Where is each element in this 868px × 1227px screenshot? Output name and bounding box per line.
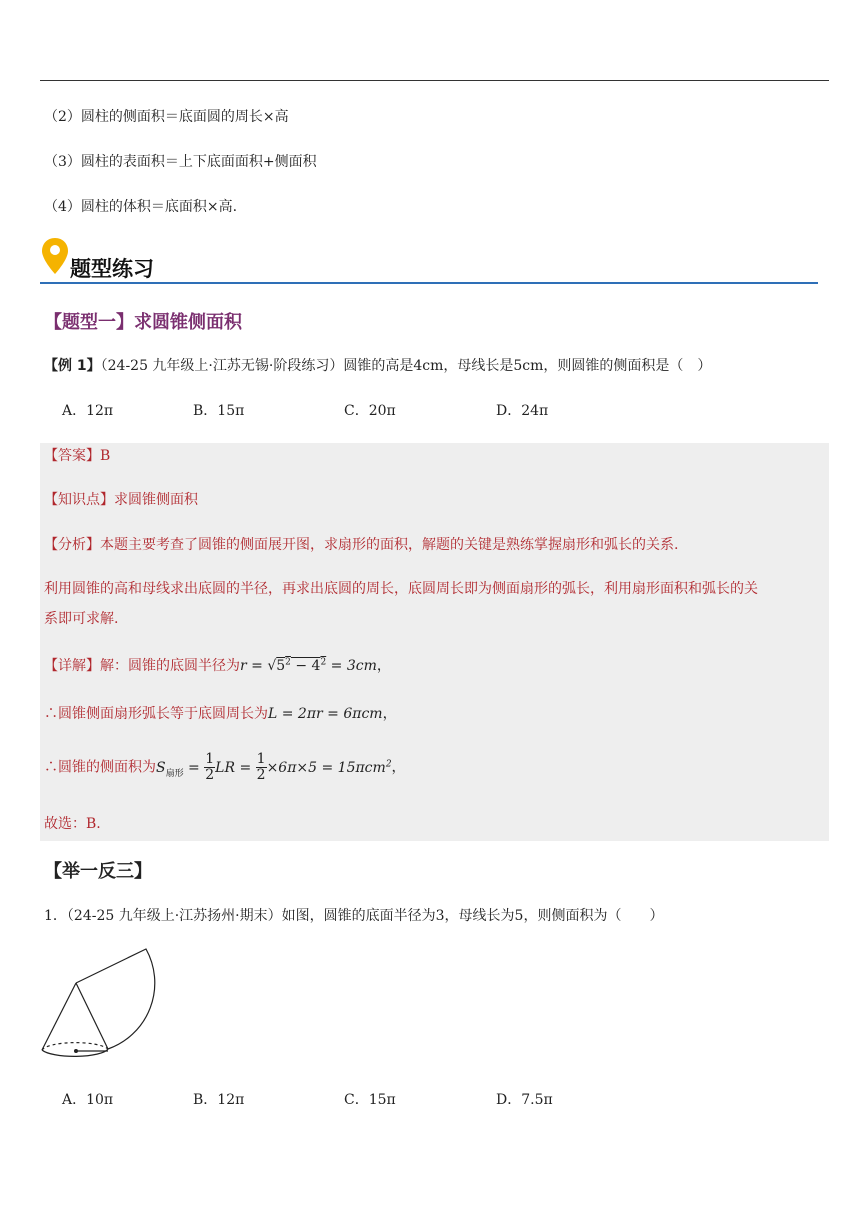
knowledge-label: 【知识点】 xyxy=(44,492,114,508)
knowledge-value: 求圆锥侧面积 xyxy=(114,492,198,508)
q1-option-b: B．12π xyxy=(193,1092,245,1108)
formula-lateral-area: （2）圆柱的侧面积＝底面圆的周长×高 xyxy=(44,109,289,125)
q1-option-a: A．10π xyxy=(62,1092,114,1108)
formula-surface-area: （3）圆柱的表面积＝上下底面面积+侧面积 xyxy=(44,154,317,170)
analysis-text-1: 本题主要考查了圆锥的侧面展开图，求扇形的面积，解题的关键是熟练掌握扇形和弧长的关系. xyxy=(100,537,679,553)
q1-source: （24-25 九年级上·江苏扬州·期末） xyxy=(66,908,282,924)
detail-line-3: ∴圆锥的侧面积为$S_{扇形}$ = $\frac{1}{2}$ LR = $\frac{1}{2}$ ×6π×5 = 15πcm$^2$， xyxy=(44,751,406,783)
analysis-line-2: 利用圆锥的高和母线求出底圆的半径，再求出底圆的周长，底圆周长即为侧面扇形的弧长，利用扇形面积和弧长的关 xyxy=(44,581,758,597)
location-pin-icon xyxy=(40,236,70,276)
arc-formula: L = 2πr = 6πcm xyxy=(268,706,383,722)
example1-tag: 【例 1】 xyxy=(44,358,101,374)
header-rule xyxy=(40,80,829,81)
q1-option-c: C．15π xyxy=(344,1092,396,1108)
answer-value: B xyxy=(100,448,111,464)
formula-volume: （4）圆柱的体积＝底面积×高. xyxy=(44,199,238,215)
analysis-line-3: 系即可求解. xyxy=(44,611,119,627)
analysis-label: 【分析】 xyxy=(44,537,100,553)
area-formula: $S_{扇形}$ = $\frac{1}{2}$ LR = $\frac{1}{2}$ ×6π×5 = 15πcm$^2$ xyxy=(156,751,392,783)
q1-number: 1． xyxy=(44,908,67,924)
answer-label: 【答案】 xyxy=(44,448,100,464)
q1-text: 如图，圆锥的底面半径为3，母线长为5，则侧面积为（ ） xyxy=(281,908,664,924)
detail-text-1: 解：圆锥的底圆半径为 xyxy=(100,658,240,674)
example1-source: （24-25 九年级上·江苏无锡·阶段练习） xyxy=(100,358,344,374)
detail-line-2: ∴圆锥侧面扇形弧长等于底圆周长为L = 2πr = 6πcm， xyxy=(44,706,397,722)
example1-option-b: B．15π xyxy=(193,403,245,419)
example1-option-c: C．20π xyxy=(344,403,396,419)
detail-text-3: ∴圆锥的侧面积为 xyxy=(44,759,156,776)
example1-option-d: D．24π xyxy=(496,403,549,419)
section-rule xyxy=(40,282,818,284)
cone-net-figure xyxy=(38,945,162,1065)
conclusion-line: 故选：B. xyxy=(44,816,101,832)
knowledge-line xyxy=(44,489,198,509)
detail-text-2: ∴圆锥侧面扇形弧长等于底圆周长为 xyxy=(44,706,268,722)
practice-heading: 【举一反三】 xyxy=(44,861,152,882)
example1-question xyxy=(44,355,711,375)
answer-line xyxy=(44,445,110,465)
radius-formula: $r = √5^2 - 4^2 = 3cm$ xyxy=(240,657,377,674)
q1-option-d: D．7.5π xyxy=(496,1092,553,1108)
type1-heading: 【题型一】求圆锥侧面积 xyxy=(44,312,242,333)
example1-option-a: A．12π xyxy=(62,403,114,419)
sector-subscript: 扇形 xyxy=(165,768,184,779)
example1-text: 圆锥的高是4cm，母线长是5cm，则圆锥的侧面积是（ ） xyxy=(343,358,712,374)
analysis-line-1 xyxy=(44,534,678,554)
section-title: 题型练习 xyxy=(70,257,154,281)
practice-question-1 xyxy=(44,905,663,925)
detail-label: 【详解】 xyxy=(44,658,100,674)
detail-line-1: 【详解】解：圆锥的底圆半径为$r = √5^2 - 4^2 = 3cm$， xyxy=(44,657,391,674)
